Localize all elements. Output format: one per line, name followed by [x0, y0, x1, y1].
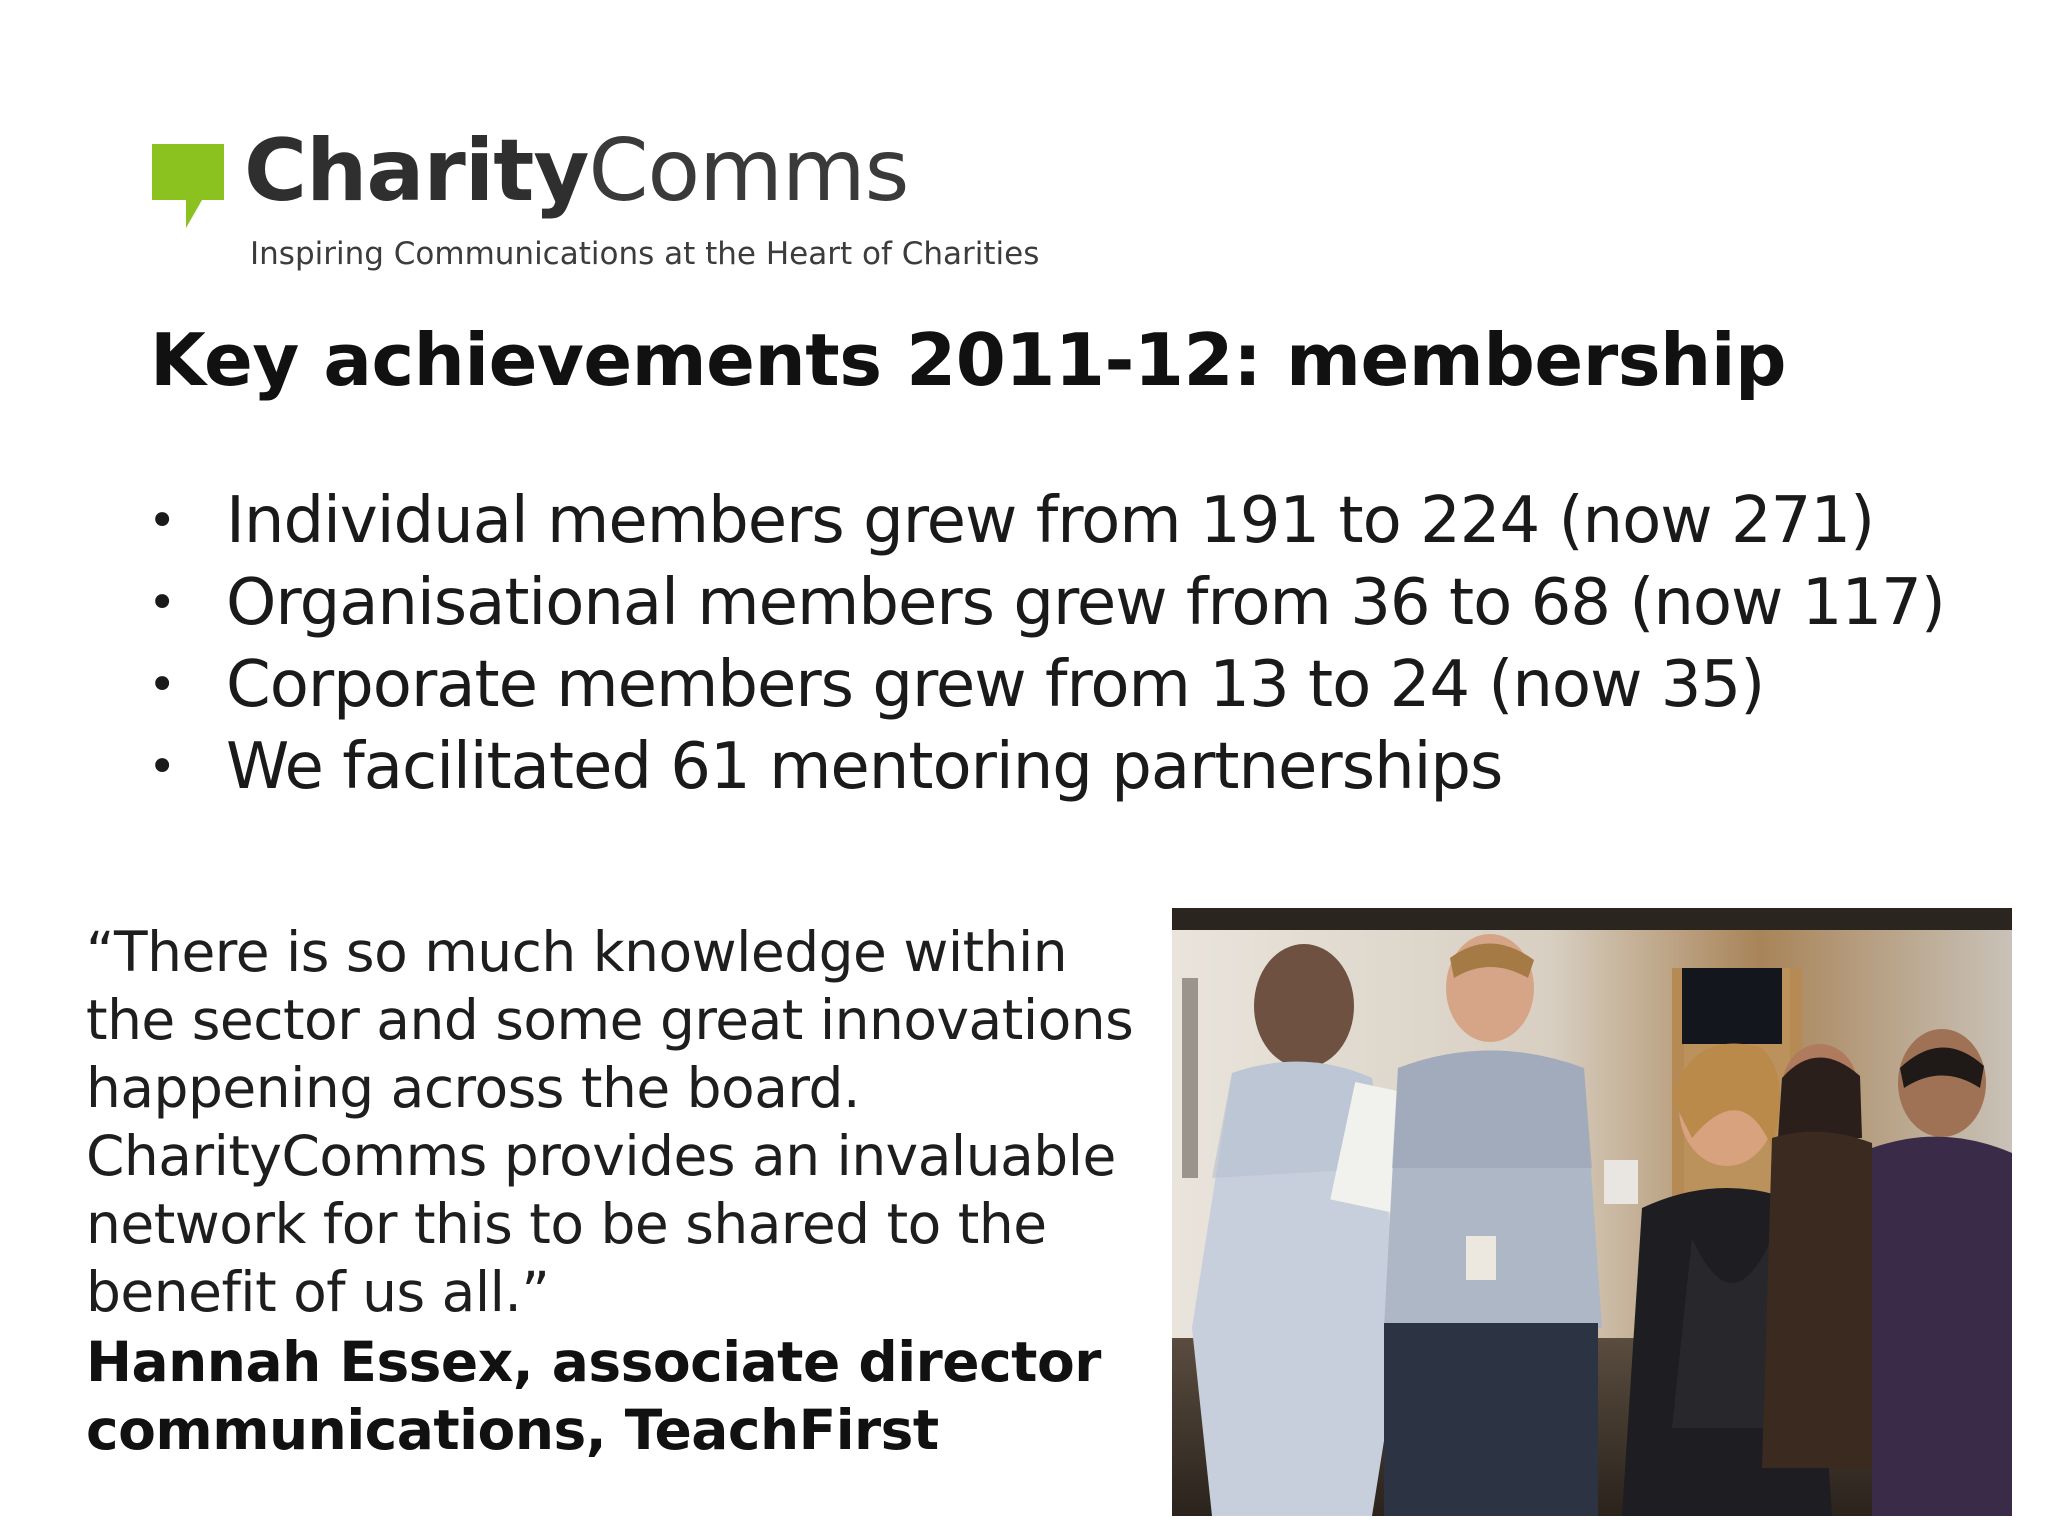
- networking-event-photo: [1172, 908, 2012, 1516]
- list-item: [140, 726, 1945, 808]
- brand-tagline: Inspiring Communications at the Heart of Charities: [250, 236, 1040, 272]
- list-item: [140, 562, 1945, 644]
- speech-bubble-logo-icon: [152, 144, 224, 228]
- brand-name-bold: Charity: [244, 121, 589, 221]
- list-item: [140, 480, 1945, 562]
- brand-wordmark: [244, 121, 909, 221]
- brand-name-light: Comms: [588, 121, 909, 221]
- list-item-text: Individual members grew from 191 to 224 (now 271): [226, 484, 1875, 558]
- testimonial-attribution: Hannah Essex, associate director communications, TeachFirst: [86, 1330, 1101, 1462]
- bullet-icon: •: [148, 657, 176, 713]
- bullet-icon: •: [148, 575, 176, 631]
- achievement-list: [140, 480, 1945, 808]
- list-item-text: We facilitated 61 mentoring partnerships: [226, 730, 1503, 804]
- testimonial-quote: “There is so much knowledge within the sector and some great innovations happening across the board. CharityComms provides an invaluable network for this to be shared to the benefit of us all.”: [86, 920, 1134, 1324]
- slide-title: Key achievements 2011-12: membership: [150, 318, 1787, 402]
- list-item: [140, 644, 1945, 726]
- list-item-text: Organisational members grew from 36 to 68 (now 117): [226, 566, 1945, 640]
- list-item-text: Corporate members grew from 13 to 24 (now 35): [226, 648, 1765, 722]
- bullet-icon: •: [148, 493, 176, 549]
- bullet-icon: •: [148, 739, 176, 795]
